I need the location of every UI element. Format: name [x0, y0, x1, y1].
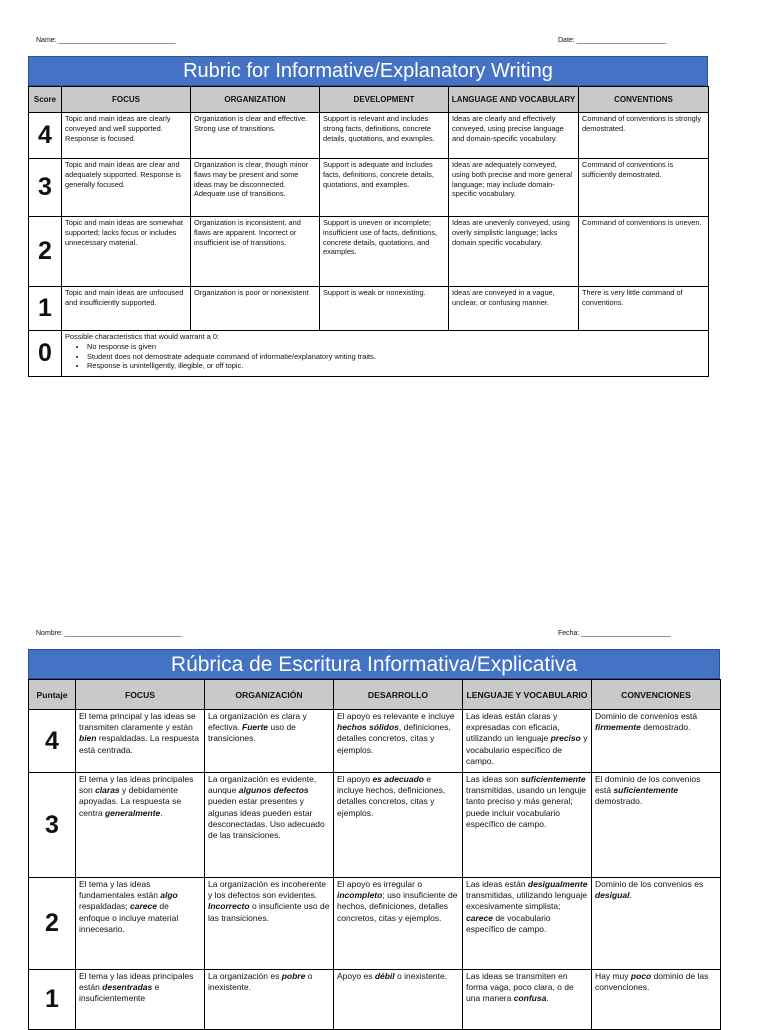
- emphasized-text: suficientemente: [520, 774, 586, 784]
- col-header-score: Score: [29, 87, 62, 113]
- emphasized-text: carece: [466, 912, 493, 923]
- language-cell: Las ideas se transmiten en forma vaga, poco clara, o de una manera confusa.: [463, 970, 592, 1030]
- name-line[interactable]: Name: ______________________________: [36, 37, 176, 44]
- development-cell: El apoyo es irregular o incompleto; uso insuficiente de hechos, definiciones, detalles concretos, citas y ejemplos.: [334, 878, 463, 970]
- table-row: [29, 113, 709, 159]
- table-row: [29, 970, 721, 1030]
- organization-cell: La organización es pobre o inexistente.: [205, 970, 334, 1030]
- emphasized-text: pobre: [281, 971, 306, 981]
- emphasized-text: generalmente: [105, 807, 161, 818]
- score-cell: 1: [29, 287, 62, 331]
- list-item: • Student does not demostrate adequate command of informatie/explanatory writing traits.: [87, 352, 705, 362]
- language-cell: Ideas are clearly and effectively conveyed, using precise language and domain-specific vocabulary.: [449, 113, 579, 159]
- focus-cell: El tema y las ideas principales son claras y debidamente apoyadas. La respuesta se centra generalmente.: [76, 773, 205, 878]
- col-header-development: DESARROLLO: [334, 680, 463, 710]
- focus-cell: Topic and main ideas are unfocused and insufficiently supported.: [62, 287, 191, 331]
- emphasized-text: algunos defectos: [238, 785, 309, 796]
- organization-cell: Organization is clear, though minor flaws may be present and some ideas may be disconnected. Adequate use of transitions.: [191, 159, 320, 217]
- emphasized-text: desentradas: [102, 982, 153, 993]
- language-cell: Las ideas son suficientemente transmitidas, usando un lenguje tanto preciso y más general; puede incluir vocabulario específico de campo.: [463, 773, 592, 878]
- zero-description: [62, 331, 709, 377]
- list-item: • Response is unintelligently, illegible, or off topic.: [87, 361, 705, 371]
- emphasized-text: preciso: [550, 733, 581, 744]
- emphasized-text: poco: [630, 971, 652, 981]
- development-cell: Support is weak or nonexisting.: [320, 287, 449, 331]
- score-cell: 3: [29, 159, 62, 217]
- score-cell: 2: [29, 217, 62, 287]
- emphasized-text: incompleto: [337, 890, 383, 901]
- score-cell: 4: [29, 113, 62, 159]
- rubric-table-english: [28, 86, 709, 377]
- language-cell: Las ideas están desigualmente transmitidas, utilizando lenguaje excesivamente simplista; carece de vocabulario específico de campo.: [463, 878, 592, 970]
- language-cell: Las ideas están claras y expresadas con eficacia, utilizando un lenguaje preciso y vocabulario específico de campo.: [463, 710, 592, 773]
- focus-cell: Topic and main ideas are clearly conveyed and well supported. Response is focused.: [62, 113, 191, 159]
- table-row: [29, 217, 709, 287]
- development-cell: Apoyo es débil o inexistente.: [334, 970, 463, 1030]
- score-cell: 3: [29, 773, 76, 878]
- emphasized-text: suficientemente: [613, 785, 679, 796]
- development-cell: Support is uneven or incomplete; insufficient use of facts, definitions, concrete details, quotations, and examples.: [320, 217, 449, 287]
- col-header-conventions: CONVENTIONS: [579, 87, 709, 113]
- list-item: • No response is given: [87, 342, 705, 352]
- col-header-language: LENGUAJE Y VOCABULARIO: [463, 680, 592, 710]
- header-row: [29, 87, 709, 113]
- date-line[interactable]: Fecha: _______________________: [558, 630, 671, 637]
- col-header-conventions: CONVENCIONES: [592, 680, 721, 710]
- emphasized-text: desigualmente: [527, 879, 588, 889]
- focus-cell: El tema y las ideas principales están desentradas e insuficientemente: [76, 970, 205, 1030]
- conventions-cell: Command of conventions is strongly demostrated.: [579, 113, 709, 159]
- emphasized-text: desigual: [595, 890, 630, 901]
- emphasized-text: hechos sólidos: [337, 722, 399, 733]
- focus-cell: El tema principal y las ideas se transmiten claramente y están bien respaldadas. La respuesta está centrada.: [76, 710, 205, 773]
- emphasized-text: algo: [160, 890, 178, 901]
- organization-cell: Organization is poor or nonexistent: [191, 287, 320, 331]
- name-line[interactable]: Nombre: ______________________________: [36, 630, 182, 637]
- score-cell: 1: [29, 970, 76, 1030]
- organization-cell: La organización es incoherente y los defectos son evidentes. Incorrecto o insuficiente uso de las transiciones.: [205, 878, 334, 970]
- conventions-cell: El dominio de los convenios está suficientemente demostrado.: [592, 773, 721, 878]
- table-row: [29, 878, 721, 970]
- col-header-language: LANGUAGE AND VOCABULARY: [449, 87, 579, 113]
- focus-cell: Topic and main ideas are somewhat supported; lacks focus or includes unnecessary material.: [62, 217, 191, 287]
- emphasized-text: claras: [95, 785, 120, 796]
- emphasized-text: débil: [374, 971, 395, 981]
- development-cell: Support is adequate and includes facts, definitions, concrete details, quotations, and examples.: [320, 159, 449, 217]
- table-row: [29, 159, 709, 217]
- table-row: [29, 710, 721, 773]
- emphasized-text: bien: [79, 733, 97, 744]
- organization-cell: Organization is clear and effective. Strong use of transitions.: [191, 113, 320, 159]
- table-row-zero: [29, 331, 709, 377]
- header-row: [29, 680, 721, 710]
- conventions-cell: There is very little command of conventions.: [579, 287, 709, 331]
- language-cell: Ideas are adequately conveyed, using both precise and more general language; may include domain-specific vocabulary.: [449, 159, 579, 217]
- organization-cell: La organización es clara y efectiva. Fuerte uso de transiciones.: [205, 710, 334, 773]
- conventions-cell: Command of conventions is uneven.: [579, 217, 709, 287]
- emphasized-text: Fuerte: [242, 722, 269, 733]
- zero-intro: Possible characteristics that would warrant a 0:: [65, 332, 220, 341]
- date-line[interactable]: Date: _______________________: [558, 37, 667, 44]
- emphasized-text: firmemente: [595, 722, 641, 733]
- conventions-cell: Dominio de convenios está firmemente demostrado.: [592, 710, 721, 773]
- emphasized-text: carece: [130, 901, 157, 912]
- col-header-development: DEVELOPMENT: [320, 87, 449, 113]
- emphasized-text: confusa: [513, 993, 547, 1004]
- col-header-organization: ORGANIZATION: [191, 87, 320, 113]
- table-row: [29, 773, 721, 878]
- score-cell: 4: [29, 710, 76, 773]
- table-row: [29, 287, 709, 331]
- col-header-focus: FOCUS: [76, 680, 205, 710]
- conventions-cell: Command of conventions is sufficiently demostrated.: [579, 159, 709, 217]
- col-header-organization: ORGANIZACIÓN: [205, 680, 334, 710]
- conventions-cell: Hay muy poco dominio de las convenciones.: [592, 970, 721, 1030]
- score-cell: 2: [29, 878, 76, 970]
- rubric-table-spanish: [28, 679, 721, 1030]
- focus-cell: El tema y las ideas fundamentales están algo respaldadas; carece de enfoque o incluye material innecesario.: [76, 878, 205, 970]
- col-header-score: Puntaje: [29, 680, 76, 710]
- language-cell: Ideas are conveyed in a vague, unclear, or confusing manner.: [449, 287, 579, 331]
- development-cell: Support is relevant and includes strong facts, definitions, concrete details, quotations, and examples.: [320, 113, 449, 159]
- emphasized-text: es adecuado: [372, 774, 424, 784]
- development-cell: El apoyo es adecuado e incluye hechos, definiciones, detalles concretos, citas y ejemplos.: [334, 773, 463, 878]
- organization-cell: Organization is inconsistent, and flaws are apparent. Incorrect or insufficient ise of transitions.: [191, 217, 320, 287]
- development-cell: El apoyo es relevante e incluye hechos sólidos, definiciones, detalles concretos, citas y ejemplos.: [334, 710, 463, 773]
- emphasized-text: Incorrecto: [208, 901, 250, 912]
- zero-list: [65, 342, 705, 371]
- language-cell: Ideas are unevenly conveyed, using overly simplistic language; lacks domain specific vocabulary.: [449, 217, 579, 287]
- organization-cell: La organización es evidente, aunque algunos defectos pueden estar presentes y algunas ideas pueden estar desconectadas. Uso adecuado de las transiciones.: [205, 773, 334, 878]
- focus-cell: Topic and main ideas are clear and adequately supported. Response is generally focused.: [62, 159, 191, 217]
- rubric-title-english: Rubric for Informative/Explanatory Writing: [28, 56, 708, 86]
- col-header-focus: FOCUS: [62, 87, 191, 113]
- conventions-cell: Dominio de los convenios es desigual.: [592, 878, 721, 970]
- rubric-title-spanish: Rúbrica de Escritura Informativa/Explicativa: [28, 649, 720, 679]
- score-cell: 0: [29, 331, 62, 377]
